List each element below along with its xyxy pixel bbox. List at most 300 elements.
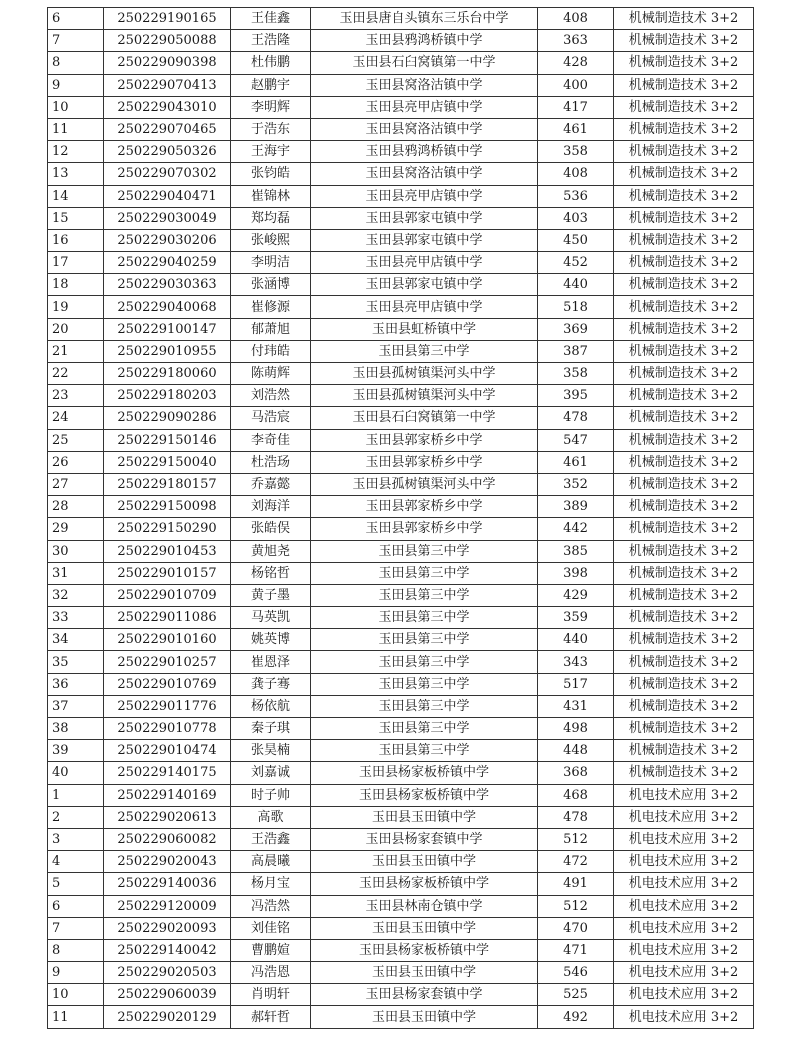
score-cell: 478 [538,806,614,828]
row-number-cell: 40 [48,762,104,784]
student-name-cell: 杜浩玚 [231,451,311,473]
major-cell: 机械制造技术 3+2 [614,385,754,407]
row-number-cell: 22 [48,363,104,385]
school-name-cell: 玉田县孤树镇渠河头中学 [311,363,538,385]
student-name-cell: 崔恩泽 [231,651,311,673]
score-cell: 368 [538,762,614,784]
table-row [48,673,754,695]
student-name-cell: 刘浩然 [231,385,311,407]
score-cell: 461 [538,451,614,473]
row-number-cell: 37 [48,695,104,717]
row-number-cell: 31 [48,562,104,584]
major-cell: 机电技术应用 3+2 [614,917,754,939]
score-cell: 471 [538,939,614,961]
student-name-cell: 郁萧旭 [231,318,311,340]
exam-id-cell: 250229011086 [104,607,231,629]
school-name-cell: 玉田县第三中学 [311,562,538,584]
row-number-cell: 28 [48,496,104,518]
student-name-cell: 姚英博 [231,629,311,651]
student-name-cell: 张峻熙 [231,229,311,251]
major-cell: 机电技术应用 3+2 [614,962,754,984]
row-number-cell: 19 [48,296,104,318]
exam-id-cell: 250229010474 [104,740,231,762]
table-row [48,30,754,52]
admission-roster-table [47,7,754,1029]
score-cell: 448 [538,740,614,762]
table-row [48,363,754,385]
table-row [48,118,754,140]
score-cell: 387 [538,340,614,362]
student-name-cell: 郝轩哲 [231,1006,311,1028]
score-cell: 408 [538,163,614,185]
exam-id-cell: 250229030206 [104,229,231,251]
student-name-cell: 肖明轩 [231,984,311,1006]
student-name-cell: 付玮皓 [231,340,311,362]
score-cell: 468 [538,784,614,806]
school-name-cell: 玉田县窝洛沽镇中学 [311,118,538,140]
exam-id-cell: 250229020613 [104,806,231,828]
table-row [48,740,754,762]
row-number-cell: 3 [48,828,104,850]
student-name-cell: 刘嘉诚 [231,762,311,784]
score-cell: 472 [538,851,614,873]
student-name-cell: 王佳鑫 [231,8,311,30]
school-name-cell: 玉田县玉田镇中学 [311,1006,538,1028]
school-name-cell: 玉田县杨家套镇中学 [311,984,538,1006]
table-row [48,52,754,74]
student-name-cell: 王浩鑫 [231,828,311,850]
row-number-cell: 13 [48,163,104,185]
table-row [48,917,754,939]
row-number-cell: 27 [48,473,104,495]
score-cell: 440 [538,274,614,296]
table-row [48,762,754,784]
student-name-cell: 王浩隆 [231,30,311,52]
student-name-cell: 曹鹏媗 [231,939,311,961]
row-number-cell: 14 [48,185,104,207]
table-row [48,96,754,118]
major-cell: 机械制造技术 3+2 [614,274,754,296]
school-name-cell: 玉田县亮甲店镇中学 [311,252,538,274]
table-row [48,962,754,984]
major-cell: 机械制造技术 3+2 [614,363,754,385]
row-number-cell: 17 [48,252,104,274]
school-name-cell: 玉田县玉田镇中学 [311,851,538,873]
major-cell: 机电技术应用 3+2 [614,895,754,917]
row-number-cell: 29 [48,518,104,540]
student-name-cell: 高晨曦 [231,851,311,873]
major-cell: 机电技术应用 3+2 [614,851,754,873]
row-number-cell: 15 [48,207,104,229]
major-cell: 机械制造技术 3+2 [614,496,754,518]
exam-id-cell: 250229180060 [104,363,231,385]
row-number-cell: 32 [48,584,104,606]
major-cell: 机械制造技术 3+2 [614,584,754,606]
table-row [48,895,754,917]
exam-id-cell: 250229070465 [104,118,231,140]
major-cell: 机械制造技术 3+2 [614,607,754,629]
row-number-cell: 7 [48,917,104,939]
major-cell: 机电技术应用 3+2 [614,984,754,1006]
row-number-cell: 12 [48,141,104,163]
table-row [48,340,754,362]
student-name-cell: 乔嘉懿 [231,473,311,495]
exam-id-cell: 250229150146 [104,429,231,451]
major-cell: 机械制造技术 3+2 [614,229,754,251]
exam-id-cell: 250229060082 [104,828,231,850]
student-name-cell: 崔修源 [231,296,311,318]
exam-id-cell: 250229040068 [104,296,231,318]
row-number-cell: 18 [48,274,104,296]
school-name-cell: 玉田县杨家板桥镇中学 [311,873,538,895]
row-number-cell: 36 [48,673,104,695]
exam-id-cell: 250229020129 [104,1006,231,1028]
table-row [48,141,754,163]
score-cell: 525 [538,984,614,1006]
score-cell: 536 [538,185,614,207]
row-number-cell: 6 [48,895,104,917]
table-row [48,74,754,96]
table-row [48,584,754,606]
school-name-cell: 玉田县玉田镇中学 [311,806,538,828]
table-row [48,828,754,850]
exam-id-cell: 250229040471 [104,185,231,207]
table-row [48,296,754,318]
school-name-cell: 玉田县第三中学 [311,607,538,629]
major-cell: 机械制造技术 3+2 [614,740,754,762]
major-cell: 机械制造技术 3+2 [614,141,754,163]
row-number-cell: 35 [48,651,104,673]
score-cell: 478 [538,407,614,429]
school-name-cell: 玉田县第三中学 [311,695,538,717]
school-name-cell: 玉田县虹桥镇中学 [311,318,538,340]
table-row [48,385,754,407]
table-row [48,229,754,251]
major-cell: 机械制造技术 3+2 [614,96,754,118]
table-row [48,651,754,673]
student-name-cell: 杨铭哲 [231,562,311,584]
school-name-cell: 玉田县第三中学 [311,673,538,695]
school-name-cell: 玉田县亮甲店镇中学 [311,96,538,118]
major-cell: 机械制造技术 3+2 [614,695,754,717]
table-row [48,629,754,651]
school-name-cell: 玉田县第三中学 [311,584,538,606]
score-cell: 450 [538,229,614,251]
row-number-cell: 11 [48,118,104,140]
score-cell: 417 [538,96,614,118]
school-name-cell: 玉田县石臼窝镇第一中学 [311,52,538,74]
table-row [48,185,754,207]
major-cell: 机电技术应用 3+2 [614,784,754,806]
table-row [48,784,754,806]
school-name-cell: 玉田县郭家桥乡中学 [311,429,538,451]
exam-id-cell: 250229010453 [104,540,231,562]
student-name-cell: 陈萌辉 [231,363,311,385]
school-name-cell: 玉田县第三中学 [311,651,538,673]
major-cell: 机械制造技术 3+2 [614,718,754,740]
row-number-cell: 6 [48,8,104,30]
school-name-cell: 玉田县郭家桥乡中学 [311,496,538,518]
major-cell: 机电技术应用 3+2 [614,828,754,850]
major-cell: 机械制造技术 3+2 [614,252,754,274]
score-cell: 358 [538,363,614,385]
student-name-cell: 马浩宸 [231,407,311,429]
school-name-cell: 玉田县郭家屯镇中学 [311,274,538,296]
school-name-cell: 玉田县第三中学 [311,718,538,740]
score-cell: 470 [538,917,614,939]
major-cell: 机械制造技术 3+2 [614,30,754,52]
school-name-cell: 玉田县鸦鸿桥镇中学 [311,141,538,163]
score-cell: 512 [538,895,614,917]
student-name-cell: 刘海洋 [231,496,311,518]
row-number-cell: 10 [48,96,104,118]
major-cell: 机械制造技术 3+2 [614,407,754,429]
exam-id-cell: 250229140169 [104,784,231,806]
table-row [48,695,754,717]
row-number-cell: 33 [48,607,104,629]
major-cell: 机械制造技术 3+2 [614,540,754,562]
school-name-cell: 玉田县玉田镇中学 [311,917,538,939]
table-row [48,806,754,828]
row-number-cell: 23 [48,385,104,407]
exam-id-cell: 250229100147 [104,318,231,340]
table-row [48,163,754,185]
student-name-cell: 杜伟鹏 [231,52,311,74]
row-number-cell: 24 [48,407,104,429]
school-name-cell: 玉田县孤树镇渠河头中学 [311,473,538,495]
student-name-cell: 崔锦林 [231,185,311,207]
exam-id-cell: 250229020503 [104,962,231,984]
student-name-cell: 李明洁 [231,252,311,274]
table-row [48,1006,754,1028]
row-number-cell: 9 [48,962,104,984]
score-cell: 498 [538,718,614,740]
exam-id-cell: 250229010157 [104,562,231,584]
table-row [48,207,754,229]
major-cell: 机械制造技术 3+2 [614,74,754,96]
school-name-cell: 玉田县杨家板桥镇中学 [311,939,538,961]
row-number-cell: 25 [48,429,104,451]
table-row [48,274,754,296]
school-name-cell: 玉田县杨家套镇中学 [311,828,538,850]
score-cell: 369 [538,318,614,340]
school-name-cell: 玉田县郭家桥乡中学 [311,451,538,473]
school-name-cell: 玉田县杨家板桥镇中学 [311,762,538,784]
score-cell: 429 [538,584,614,606]
table-row [48,496,754,518]
score-cell: 546 [538,962,614,984]
exam-id-cell: 250229050326 [104,141,231,163]
major-cell: 机械制造技术 3+2 [614,318,754,340]
table-row [48,607,754,629]
major-cell: 机械制造技术 3+2 [614,340,754,362]
major-cell: 机械制造技术 3+2 [614,8,754,30]
student-name-cell: 刘佳铭 [231,917,311,939]
exam-id-cell: 250229150098 [104,496,231,518]
exam-id-cell: 250229190165 [104,8,231,30]
student-name-cell: 李奇佳 [231,429,311,451]
student-name-cell: 时子帅 [231,784,311,806]
score-cell: 492 [538,1006,614,1028]
exam-id-cell: 250229010778 [104,718,231,740]
row-number-cell: 4 [48,851,104,873]
score-cell: 512 [538,828,614,850]
row-number-cell: 9 [48,74,104,96]
table-row [48,873,754,895]
row-number-cell: 34 [48,629,104,651]
exam-id-cell: 250229010709 [104,584,231,606]
table-row [48,939,754,961]
major-cell: 机械制造技术 3+2 [614,185,754,207]
score-cell: 428 [538,52,614,74]
score-cell: 431 [538,695,614,717]
exam-id-cell: 250229090286 [104,407,231,429]
student-name-cell: 杨依航 [231,695,311,717]
school-name-cell: 玉田县亮甲店镇中学 [311,185,538,207]
score-cell: 400 [538,74,614,96]
exam-id-cell: 250229020043 [104,851,231,873]
exam-id-cell: 250229030363 [104,274,231,296]
row-number-cell: 8 [48,52,104,74]
major-cell: 机械制造技术 3+2 [614,518,754,540]
school-name-cell: 玉田县石臼窝镇第一中学 [311,407,538,429]
student-name-cell: 赵鹏宇 [231,74,311,96]
student-name-cell: 黄子墨 [231,584,311,606]
major-cell: 机械制造技术 3+2 [614,451,754,473]
student-name-cell: 郑均磊 [231,207,311,229]
row-number-cell: 10 [48,984,104,1006]
student-name-cell: 李明辉 [231,96,311,118]
row-number-cell: 16 [48,229,104,251]
school-name-cell: 玉田县窝洛沽镇中学 [311,74,538,96]
student-name-cell: 张昊楠 [231,740,311,762]
score-cell: 363 [538,30,614,52]
score-cell: 442 [538,518,614,540]
row-number-cell: 8 [48,939,104,961]
row-number-cell: 39 [48,740,104,762]
exam-id-cell: 250229011776 [104,695,231,717]
row-number-cell: 11 [48,1006,104,1028]
exam-id-cell: 250229070413 [104,74,231,96]
student-name-cell: 高歌 [231,806,311,828]
roster-body [48,8,754,1029]
school-name-cell: 玉田县第三中学 [311,740,538,762]
exam-id-cell: 250229140175 [104,762,231,784]
exam-id-cell: 250229010769 [104,673,231,695]
row-number-cell: 2 [48,806,104,828]
exam-id-cell: 250229090398 [104,52,231,74]
table-row [48,451,754,473]
school-name-cell: 玉田县郭家桥乡中学 [311,518,538,540]
table-row [48,984,754,1006]
score-cell: 491 [538,873,614,895]
table-row [48,518,754,540]
row-number-cell: 20 [48,318,104,340]
major-cell: 机械制造技术 3+2 [614,163,754,185]
student-name-cell: 冯浩然 [231,895,311,917]
score-cell: 461 [538,118,614,140]
student-name-cell: 龚子骞 [231,673,311,695]
table-row [48,540,754,562]
student-name-cell: 杨月宝 [231,873,311,895]
major-cell: 机械制造技术 3+2 [614,629,754,651]
score-cell: 389 [538,496,614,518]
table-row [48,562,754,584]
student-name-cell: 张皓俣 [231,518,311,540]
major-cell: 机械制造技术 3+2 [614,651,754,673]
major-cell: 机械制造技术 3+2 [614,673,754,695]
major-cell: 机械制造技术 3+2 [614,429,754,451]
exam-id-cell: 250229043010 [104,96,231,118]
score-cell: 359 [538,607,614,629]
exam-id-cell: 250229070302 [104,163,231,185]
score-cell: 403 [538,207,614,229]
exam-id-cell: 250229180203 [104,385,231,407]
row-number-cell: 7 [48,30,104,52]
row-number-cell: 26 [48,451,104,473]
student-name-cell: 于浩东 [231,118,311,140]
school-name-cell: 玉田县窝洛沽镇中学 [311,163,538,185]
student-name-cell: 冯浩恩 [231,962,311,984]
score-cell: 440 [538,629,614,651]
school-name-cell: 玉田县郭家屯镇中学 [311,207,538,229]
table-row [48,318,754,340]
exam-id-cell: 250229150040 [104,451,231,473]
major-cell: 机电技术应用 3+2 [614,873,754,895]
table-row [48,252,754,274]
school-name-cell: 玉田县唐自头镇东三乐台中学 [311,8,538,30]
school-name-cell: 玉田县玉田镇中学 [311,962,538,984]
exam-id-cell: 250229140036 [104,873,231,895]
score-cell: 518 [538,296,614,318]
major-cell: 机电技术应用 3+2 [614,939,754,961]
school-name-cell: 玉田县郭家屯镇中学 [311,229,538,251]
major-cell: 机械制造技术 3+2 [614,118,754,140]
exam-id-cell: 250229020093 [104,917,231,939]
score-cell: 452 [538,252,614,274]
score-cell: 398 [538,562,614,584]
major-cell: 机电技术应用 3+2 [614,1006,754,1028]
exam-id-cell: 250229050088 [104,30,231,52]
school-name-cell: 玉田县杨家板桥镇中学 [311,784,538,806]
score-cell: 517 [538,673,614,695]
major-cell: 机械制造技术 3+2 [614,296,754,318]
major-cell: 机械制造技术 3+2 [614,762,754,784]
school-name-cell: 玉田县第三中学 [311,340,538,362]
table-row [48,473,754,495]
exam-id-cell: 250229010160 [104,629,231,651]
student-name-cell: 张涵博 [231,274,311,296]
student-name-cell: 王海宇 [231,141,311,163]
table-row [48,8,754,30]
row-number-cell: 30 [48,540,104,562]
exam-id-cell: 250229030049 [104,207,231,229]
exam-id-cell: 250229060039 [104,984,231,1006]
school-name-cell: 玉田县林南仓镇中学 [311,895,538,917]
exam-id-cell: 250229120009 [104,895,231,917]
exam-id-cell: 250229140042 [104,939,231,961]
student-name-cell: 张钧皓 [231,163,311,185]
student-name-cell: 黄旭尧 [231,540,311,562]
school-name-cell: 玉田县第三中学 [311,540,538,562]
major-cell: 机械制造技术 3+2 [614,473,754,495]
student-name-cell: 马英凯 [231,607,311,629]
score-cell: 395 [538,385,614,407]
exam-id-cell: 250229180157 [104,473,231,495]
score-cell: 343 [538,651,614,673]
exam-id-cell: 250229040259 [104,252,231,274]
school-name-cell: 玉田县孤树镇渠河头中学 [311,385,538,407]
